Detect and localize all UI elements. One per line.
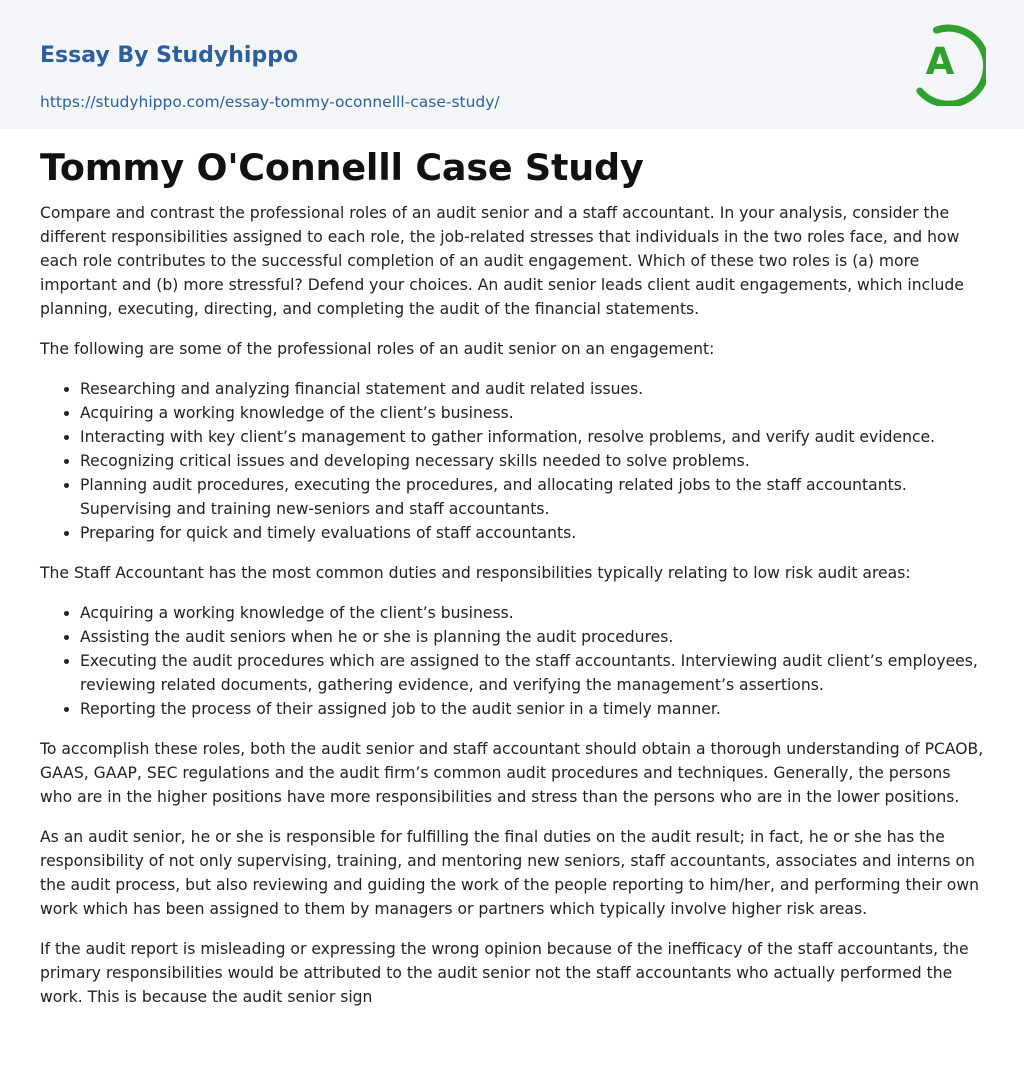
list-item: • Planning audit procedures, executing the procedures, and allocating related jobs to the staff accountants. Supervising and training new-seniors and staff accountants. — [80, 473, 984, 521]
list-item: • Acquiring a working knowledge of the client’s business. — [80, 401, 984, 425]
logo-letter: A — [925, 40, 955, 83]
list-item: • Preparing for quick and timely evaluations of staff accountants. — [80, 521, 984, 545]
senior-roles-heading: The following are some of the professional roles of an audit senior on an engagement: — [40, 340, 715, 358]
article — [0, 147, 1024, 1009]
list-item: • Recognizing critical issues and developing necessary skills needed to solve problems. — [80, 449, 984, 473]
misleading-report-paragraph: If the audit report is misleading or expressing the wrong opinion because of the inefficacy of the staff accountants, the primary responsibilities would be attributed to the audit senior not the staff accountants who actually performed the work. This is because the audit senior sign — [40, 940, 969, 1006]
list-item: • Interacting with key client’s management to gather information, resolve problems, and verify audit evidence. — [80, 425, 984, 449]
staff-roles-heading: The Staff Accountant has the most common duties and responsibilities typically relating to low risk audit areas: — [40, 564, 911, 582]
senior-roles-list — [40, 377, 984, 545]
logo-ring-icon — [914, 18, 986, 106]
intro-paragraph: Compare and contrast the professional roles of an audit senior and a staff accountant. In your analysis, consider the different responsibilities assigned to each role, the job-related stresses that individuals in the two roles face, and how each role contributes to the successful completion of an audit engagement. Which of these two roles is (a) more important and (b) more stressful? Defend your choices. An audit senior leads client audit engagements, which include planning, executing, directing, and completing the audit of the financial statements. — [40, 204, 964, 318]
list-item: • Reporting the process of their assigned job to the audit senior in a timely manner. — [80, 697, 984, 721]
essay-url-link[interactable]: https://studyhippo.com/essay-tommy-oconnelll-case-study/ — [40, 93, 500, 111]
list-item: • Executing the audit procedures which are assigned to the staff accountants. Interviewing audit client’s employees, reviewing related documents, gathering evidence, and verifying the management’s assertions. — [80, 649, 984, 697]
site-brand[interactable]: Essay By Studyhippo — [40, 43, 299, 68]
list-item: • Researching and analyzing financial statement and audit related issues. — [80, 377, 984, 401]
senior-responsibility-paragraph: As an audit senior, he or she is responsible for fulfilling the final duties on the audit result; in fact, he or she has the responsibility of not only supervising, training, and mentoring new seniors, staff accountants, associates and interns on the audit process, but also reviewing and guiding the work of the people reporting to him/her, and performing their own work which has been assigned to them by managers or partners which typically involve higher risk areas. — [40, 828, 979, 918]
list-item: • Acquiring a working knowledge of the client’s business. — [80, 601, 984, 625]
list-item: • Assisting the audit seniors when he or she is planning the audit procedures. — [80, 625, 984, 649]
staff-roles-list — [40, 601, 984, 721]
studyhippo-logo[interactable] — [914, 18, 986, 106]
page-title: Tommy O'Connelll Case Study — [40, 146, 644, 189]
site-header — [0, 0, 1024, 129]
accomplish-paragraph: To accomplish these roles, both the audit senior and staff accountant should obtain a thorough understanding of PCAOB, GAAS, GAAP, SEC regulations and the audit firm’s common audit procedures and techniques. Generally, the persons who are in the higher positions have more responsibilities and stress than the persons who are in the lower positions. — [40, 740, 984, 806]
